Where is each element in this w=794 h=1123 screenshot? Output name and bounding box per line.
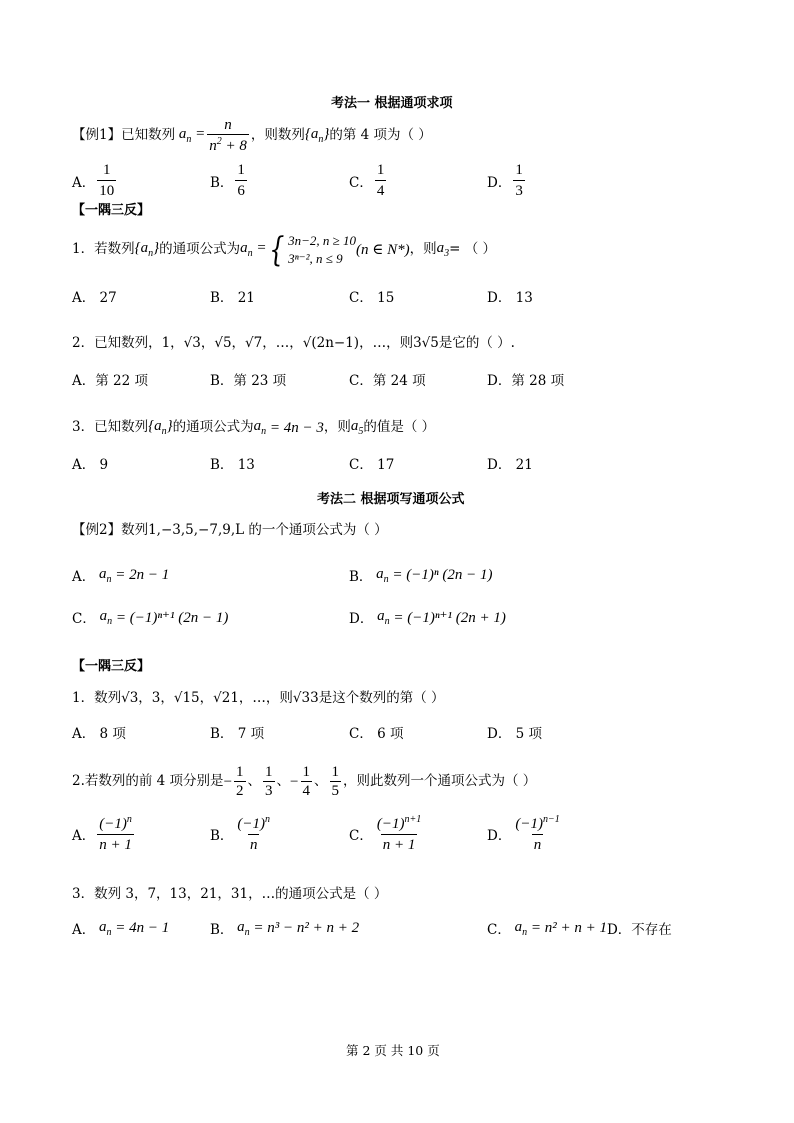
sequence-term: $a_n$ (372, 565, 389, 585)
option-b[interactable] (349, 565, 493, 585)
formula: = n³ − n² + n + 2 (253, 919, 360, 936)
question-text: 数列1,−3,5,−7,9,L 的一个通项公式为（ ） (121, 522, 388, 538)
sequence-term: $a_n$ = (240, 240, 267, 259)
option-fraction: $\frac{(-1)^n}{n}$ (237, 814, 271, 853)
option-d[interactable]: D．不存在 (606, 922, 672, 938)
option-fraction: $\frac{1}{4}$ (376, 162, 385, 199)
minus-sign: − (290, 773, 299, 790)
formula-fraction: $\frac{n}{n^2 + 8}$ (209, 117, 247, 154)
option-fraction: $\frac{(-1)^{n+1}}{n + 1}$ (376, 814, 422, 853)
option-label: C． (72, 611, 96, 627)
option-c[interactable] (72, 607, 228, 627)
option-fraction: $\frac{(-1)^{n-1}}{n}$ (515, 814, 560, 853)
question-text: 1．若数列 (72, 241, 135, 258)
option-a[interactable]: A． 8 项 (72, 726, 126, 742)
separator: 、 (314, 773, 328, 790)
option-b[interactable]: B． 21 (210, 290, 255, 306)
question-text: ，则数列 (250, 127, 305, 144)
option-label: A． (72, 175, 96, 191)
section-2-title: 考法二 根据项写通项公式 (317, 492, 465, 507)
sequence-term: $a_n$ (95, 918, 112, 938)
question-text: 3．已知数列 (72, 419, 149, 436)
question-2 (72, 763, 536, 801)
sequence-term: $a_n$ (253, 418, 267, 437)
question-text: 的通项公式为 (172, 419, 254, 436)
example-2-question (72, 524, 388, 538)
question-2: 2．已知数列，1，√3，√5，√7，…，√(2n−1)，…，则3√5是它的（ ）. (72, 335, 515, 351)
question-text: ，则此数列一个通项公式为（ ） (343, 773, 537, 790)
formula: = 2n − 1 (115, 566, 170, 583)
option-c[interactable]: C．第 24 项 (349, 373, 426, 389)
term-fraction: $\frac{1}{5}$ (331, 764, 339, 799)
sequence-set: $\{a_n\}$ (148, 418, 173, 437)
option-label: D． (487, 828, 512, 844)
option-label: B． (210, 828, 234, 844)
question-1 (72, 232, 496, 268)
sequence-term: $a_n$ (95, 607, 113, 627)
question-text: 的通项公式为 (159, 241, 241, 258)
example-1-question (72, 117, 432, 154)
term-fraction: $\frac{1}{2}$ (236, 764, 244, 799)
option-d[interactable] (487, 162, 527, 200)
sequence-term: $a_3$ (436, 240, 450, 259)
option-a[interactable] (72, 814, 136, 854)
option-d[interactable]: D．第 28 项 (487, 373, 565, 389)
sequence-term: $a_n$ (373, 607, 390, 627)
practice-title-2: 【一隅三反】 (72, 659, 151, 674)
question-text: ，则 (323, 419, 351, 436)
formula: = 4n − 1 (115, 919, 170, 936)
question-text: = （ ） (449, 241, 497, 258)
option-b[interactable] (210, 814, 274, 854)
option-c[interactable] (349, 814, 425, 854)
option-d[interactable]: D． 5 项 (487, 726, 542, 742)
option-fraction: $\frac{(-1)^n}{n + 1}$ (99, 814, 132, 853)
separator: 、 (247, 773, 262, 790)
option-c[interactable] (487, 918, 672, 938)
option-b[interactable]: B．第 23 项 (210, 373, 287, 389)
sequence-term: $a_5$ (350, 418, 364, 437)
term-fraction: $\frac{1}{3}$ (265, 764, 273, 799)
option-label: C． (349, 828, 373, 844)
option-label: D． (487, 175, 512, 191)
formula: = (−1)ⁿ (2n − 1) (392, 566, 493, 583)
separator: 、 (276, 773, 291, 790)
option-fraction: $\frac{1}{6}$ (237, 162, 245, 199)
page-footer: 第 2 页 共 10 页 (346, 1043, 440, 1058)
domain-condition: (n ∈ N*) (356, 241, 410, 258)
question-text: 的第 4 项为（ ） (329, 127, 432, 144)
option-label: A． (72, 569, 96, 585)
option-a[interactable]: A．第 22 项 (72, 373, 149, 389)
question-1: 1．数列√3，3，√15，√21，…，则√33是这个数列的第（ ） (72, 690, 445, 706)
option-label: C． (349, 175, 373, 191)
option-d[interactable]: D． 21 (487, 457, 533, 473)
section-1-title: 考法一 根据通项求项 (331, 96, 453, 111)
piecewise-row: 3n−2, n ≥ 10 (288, 233, 357, 249)
option-d[interactable]: D． 13 (487, 290, 533, 306)
practice-title-1: 【一隅三反】 (72, 203, 151, 218)
option-fraction: $\frac{1}{10}$ (99, 162, 115, 199)
sequence-set: $\{a_n\}$ (304, 126, 330, 145)
option-c[interactable]: C． 15 (349, 290, 395, 306)
option-d[interactable] (487, 814, 564, 854)
option-label: A． (72, 922, 96, 938)
formula: = 4n − 3 (269, 419, 324, 436)
minus-sign: − (223, 773, 233, 790)
option-label: A． (72, 828, 96, 844)
piecewise-formula: { 3n−2, n ≥ 10 3ⁿ⁻², n ≤ 9 (269, 230, 357, 270)
question-text: 已知数列 (121, 127, 176, 144)
option-label: B． (210, 175, 234, 191)
option-c[interactable]: C． 6 项 (349, 726, 404, 742)
question-text: 2.若数列的前 4 项分别是 (72, 773, 224, 790)
option-b[interactable] (210, 162, 249, 200)
option-label: B． (349, 569, 373, 585)
option-c[interactable]: C． 17 (349, 457, 395, 473)
option-a[interactable] (72, 162, 118, 200)
option-d[interactable] (349, 607, 506, 627)
option-a[interactable] (72, 918, 169, 938)
term-fraction: $\frac{1}{4}$ (302, 764, 310, 799)
question-text: 的值是（ ） (363, 419, 436, 436)
option-a[interactable]: A． 9 (72, 457, 109, 473)
question-3 (72, 419, 435, 437)
option-label: B． (210, 922, 234, 938)
example-label: 【例1】 (72, 127, 122, 144)
option-b[interactable] (210, 918, 359, 938)
sequence-term: $a_n$ (510, 918, 528, 938)
option-c[interactable] (349, 162, 388, 200)
sequence-set: $\{a_n\}$ (134, 240, 160, 259)
question-text: ，则 (409, 241, 437, 258)
formula: = n² + n + 1 (530, 919, 607, 936)
sequence-term: $a_n$ (233, 918, 250, 938)
option-b[interactable]: B． 7 项 (210, 726, 265, 742)
sequence-term: $a_n$ = (175, 126, 206, 145)
option-a[interactable] (72, 565, 169, 585)
formula: = (−1)ⁿ⁺¹ (2n + 1) (393, 609, 506, 626)
example-label: 【例2】 (72, 522, 122, 538)
option-a[interactable]: A． 27 (72, 290, 117, 306)
option-b[interactable]: B． 13 (210, 457, 255, 473)
option-label: D． (349, 611, 374, 627)
piecewise-row: 3ⁿ⁻², n ≤ 9 (288, 251, 343, 266)
sequence-term: $a_n$ (95, 565, 112, 585)
option-fraction: $\frac{1}{3}$ (515, 162, 523, 199)
question-3: 3．数列 3，7，13，21，31，…的通项公式是（ ） (72, 886, 388, 902)
option-label: C． (487, 922, 511, 938)
formula: = (−1)ⁿ⁺¹ (2n − 1) (115, 609, 229, 626)
